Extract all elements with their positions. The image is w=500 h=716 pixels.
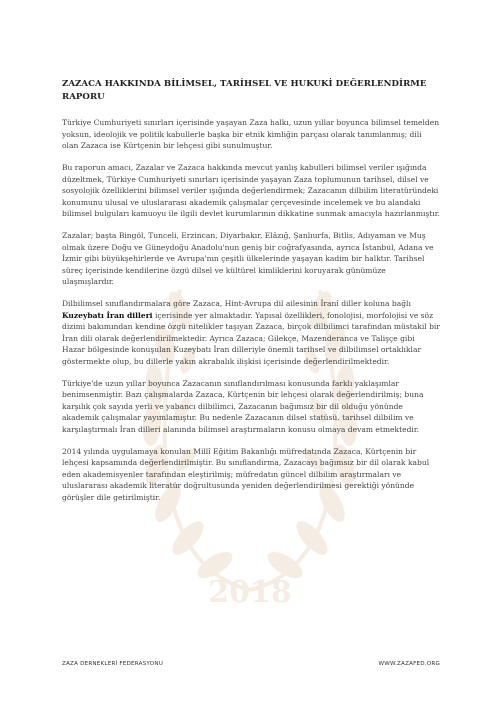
report-body <box>62 78 440 514</box>
paragraph-4-rest: içerisinde yer almaktadır. Yapısal özellikleri, fonolojisi, morfolojisi ve söz dizimi bakımından kendine özgü nitelikler taşıyan Zazaca, birçok dilbilimci tarafından müstakil bir İran dili olarak değerlendirilmektedir. Ayrıca Zazaca; Gilekçe, Mazenderanca ve Talişçe gibi Hazar bölgesinde konuşulan Kuzeybatı İran dilleriyle önemli tarihsel ve dilbilimsel ortaklıklar göstermekte olup, bu dillerle yakın akrabalık ilişkisi içerisinde değerlendirilmektedir. <box>62 310 440 366</box>
watermark-year: 2018 <box>208 575 292 610</box>
paragraph-5: Türkiye'de uzun yıllar boyunca Zazacanın sınıflandırılması konusunda farklı yaklaşımlar benimsenmiştir. Bazı çalışmalarda Zazaca, Kürtçenin bir lehçesi olarak değerlendirilmiş; buna karşılık çok sayıda yerli ve yabancı dilbilimci, Zazacanın bağımsız bir dil olduğu yönünde akademik çalışmalar yayımlamıştır. Bu nedenle Zazacanın dilsel statüsü, tarihsel dilbilim ve karşılaştırmalı İran dilleri alanında bilimsel araştırmaların konusu olmaya devam etmektedir. <box>62 378 424 434</box>
paragraph-4-emphasis: Kuzeybatı İran dilleri <box>62 310 153 320</box>
footer-organization: ZAZA DERNEKLERİ FEDERASYONU <box>62 661 163 667</box>
paragraph-4 <box>62 298 440 367</box>
paragraph-4-lead: Dilbilimsel sınıflandırmalara göre Zazaca, Hint-Avrupa dil ailesinin İranî diller koluna bağlı <box>62 299 411 308</box>
footer-website-link[interactable]: WWW.ZAZAFED.ORG <box>378 661 440 667</box>
paragraph-1: Türkiye Cumhuriyeti sınırları içerisinde yaşayan Zaza halkı, uzun yıllar boyunca bilimsel temelden yoksun, ideolojik ve politik kabullerle başka bir etnik kimliğin parçası olarak tanımlanmış; dili olan Zazaca ise Kürtçenin bir lehçesi gibi sunulmuştur. <box>62 118 440 150</box>
paragraph-2: Bu raporun amacı, Zazalar ve Zazaca hakkında mevcut yanlış kabulleri bilimsel veriler ışığında düzeltmek, Türkiye Cumhuriyeti sınırları içerisinde yaşayan Zaza toplumunun tarihsel, dilsel ve sosyolojik özelliklerini bilimsel veriler ışığında değerlendirmek; Zazacanın dilbilim literatüründeki konumunu ulusal ve uluslararası akademik çalışmalar çerçevesinde incelemek ve bu alandaki bilimsel bulguları kamuoyu ile ilgili devlet kurumlarının dikkatine sunmak amacıyla hazırlanmıştır. <box>62 163 440 218</box>
paragraph-3: Zazalar; başta Bingöl, Tunceli, Erzincan, Diyarbakır, Elâzığ, Şanlıurfa, Bitlis, Adıyaman ve Muş olmak üzere Doğu ve Güneydoğu Anadolu'nun geniş bir coğrafyasında, ayrıca İstanbul, Adana ve İzmir gibi büyükşehirlerde ve Avrupa'nın çeşitli ülkelerinde yaşayan kadim bir halktır. Tarihsel süreç içerisinde kendilerine özgü dilsel ve kültürel kimliklerini koruyarak günümüze ulaşmışlardır. <box>62 231 434 286</box>
report-title: ZAZACA HAKKINDA BİLİMSEL, TARİHSEL VE HUKUKİ DEĞERLENDİRME RAPORU <box>62 79 427 102</box>
paragraph-6: 2014 yılında uygulamaya konulan Millî Eğitim Bakanlığı müfredatında Zazaca, Kürtçenin bir lehçesi kapsamında değerlendirilmiştir. Bu sınıflandırma, Zazacayı bağımsız bir dil olarak kabul eden akademisyenler tarafından eleştirilmiş; müfredatın güncel dilbilim araştırmaları ve uluslararası akademik literatür doğrultusunda yeniden değerlendirilmesi gerektiği yönünde görüşler dile getirilmiştir. <box>62 446 430 502</box>
